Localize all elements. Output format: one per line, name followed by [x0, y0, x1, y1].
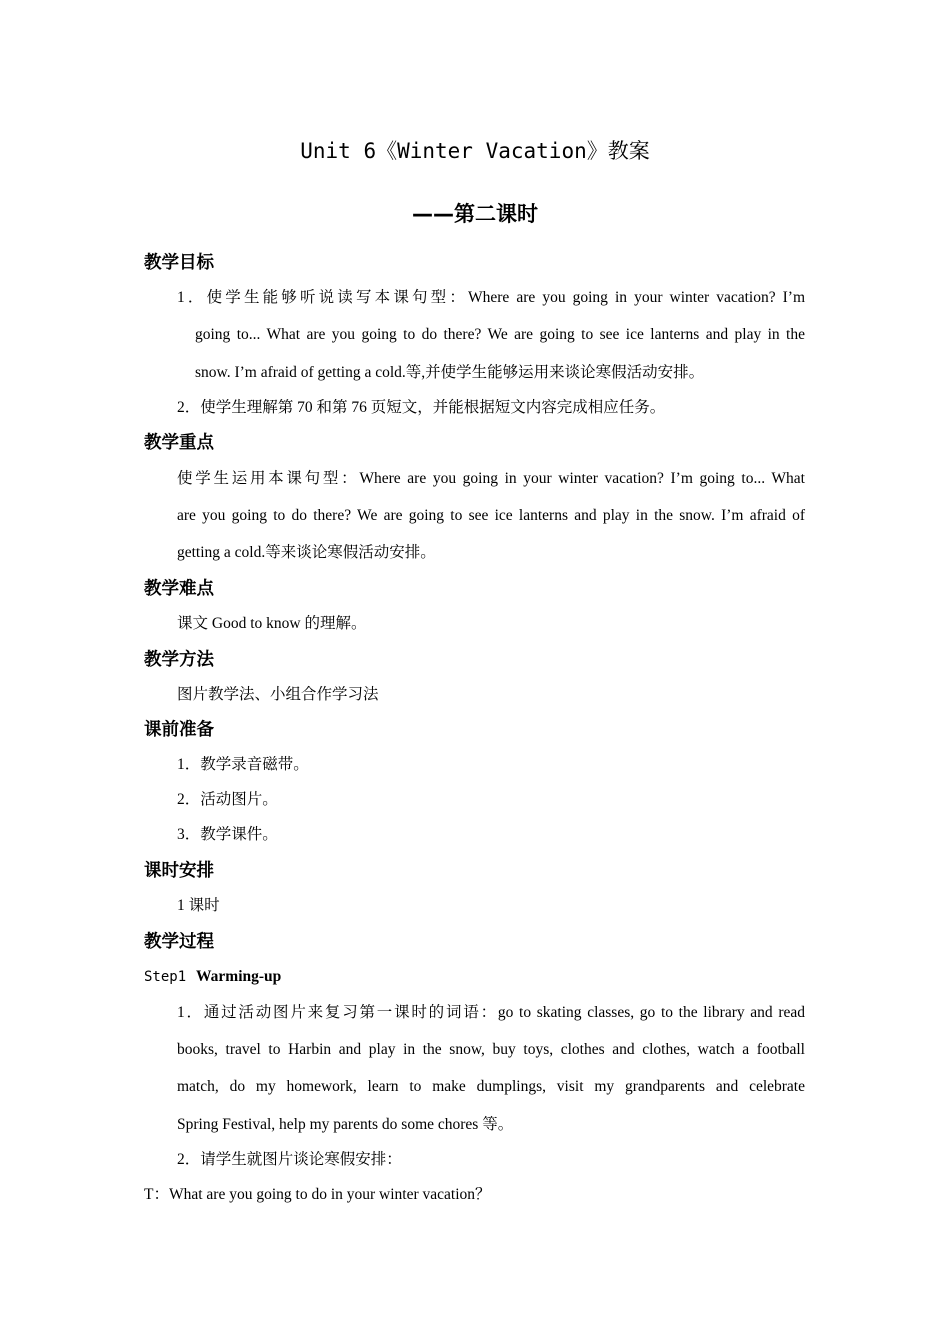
key-points-line-3: getting a cold.等来谈论寒假活动安排。 [177, 544, 436, 561]
process-item-1-line-3: match, do my homework, learn to make dumplings, visit my grandparents and celebrate [177, 1078, 805, 1095]
objective-1-line-1: 1．使学生能够听说读写本课句型：Where are you going in your winter vacation? I’m [177, 289, 805, 306]
document-title: Unit 6《Winter Vacation》教案 [300, 139, 650, 163]
teacher-question: T：What are you going to do in your winter vacation？ [144, 1186, 491, 1203]
difficulties-line-1: 课文 Good to know 的理解。 [177, 615, 367, 632]
key-points-line-1: 使学生运用本课句型：Where are you going in your winter vacation? I’m going to... What [177, 470, 805, 487]
objective-1-line-2: going to... What are you going to do there? We are going to see ice lanterns and play in the [195, 326, 805, 343]
heading-objectives: 教学目标 [144, 253, 214, 273]
document-subtitle: ——第二课时 [412, 202, 538, 226]
methods-line-1: 图片教学法、小组合作学习法 [177, 686, 379, 703]
heading-key-points: 教学重点 [144, 433, 214, 453]
process-item-1-line-1: 1．通过活动图片来复习第一课时的词语：go to skating classes, go to the library and read [177, 1004, 805, 1021]
process-item-1-line-4: Spring Festival, help my parents do some chores 等。 [177, 1116, 514, 1133]
process-item-1-line-2: books, travel to Harbin and play in the snow, buy toys, clothes and clothes, watch a football [177, 1041, 805, 1058]
step-1-title: Warming-up [196, 968, 282, 985]
heading-process: 教学过程 [144, 932, 214, 952]
step-1-label: Step1 [144, 969, 187, 985]
preparation-item-2: 2．活动图片。 [177, 791, 278, 808]
objective-2: 2．使学生理解第 70 和第 76 页短文，并能根据短文内容完成相应任务。 [177, 399, 666, 416]
heading-methods: 教学方法 [144, 650, 214, 670]
heading-difficulties: 教学难点 [144, 579, 214, 599]
key-points-line-2: are you going to do there? We are going to see ice lanterns and play in the snow. I’m afraid of [177, 507, 805, 524]
step-1-heading [144, 966, 281, 988]
process-item-2: 2．请学生就图片谈论寒假安排： [177, 1151, 402, 1168]
preparation-item-3: 3．教学课件。 [177, 826, 278, 843]
preparation-item-1: 1．教学录音磁带。 [177, 756, 309, 773]
schedule-line-1: 1 课时 [177, 897, 220, 914]
heading-preparation: 课前准备 [144, 720, 214, 740]
objective-1-line-3: snow. I’m afraid of getting a cold.等,并使学生能够运用来谈论寒假活动安排。 [195, 364, 705, 381]
heading-schedule: 课时安排 [144, 861, 214, 881]
